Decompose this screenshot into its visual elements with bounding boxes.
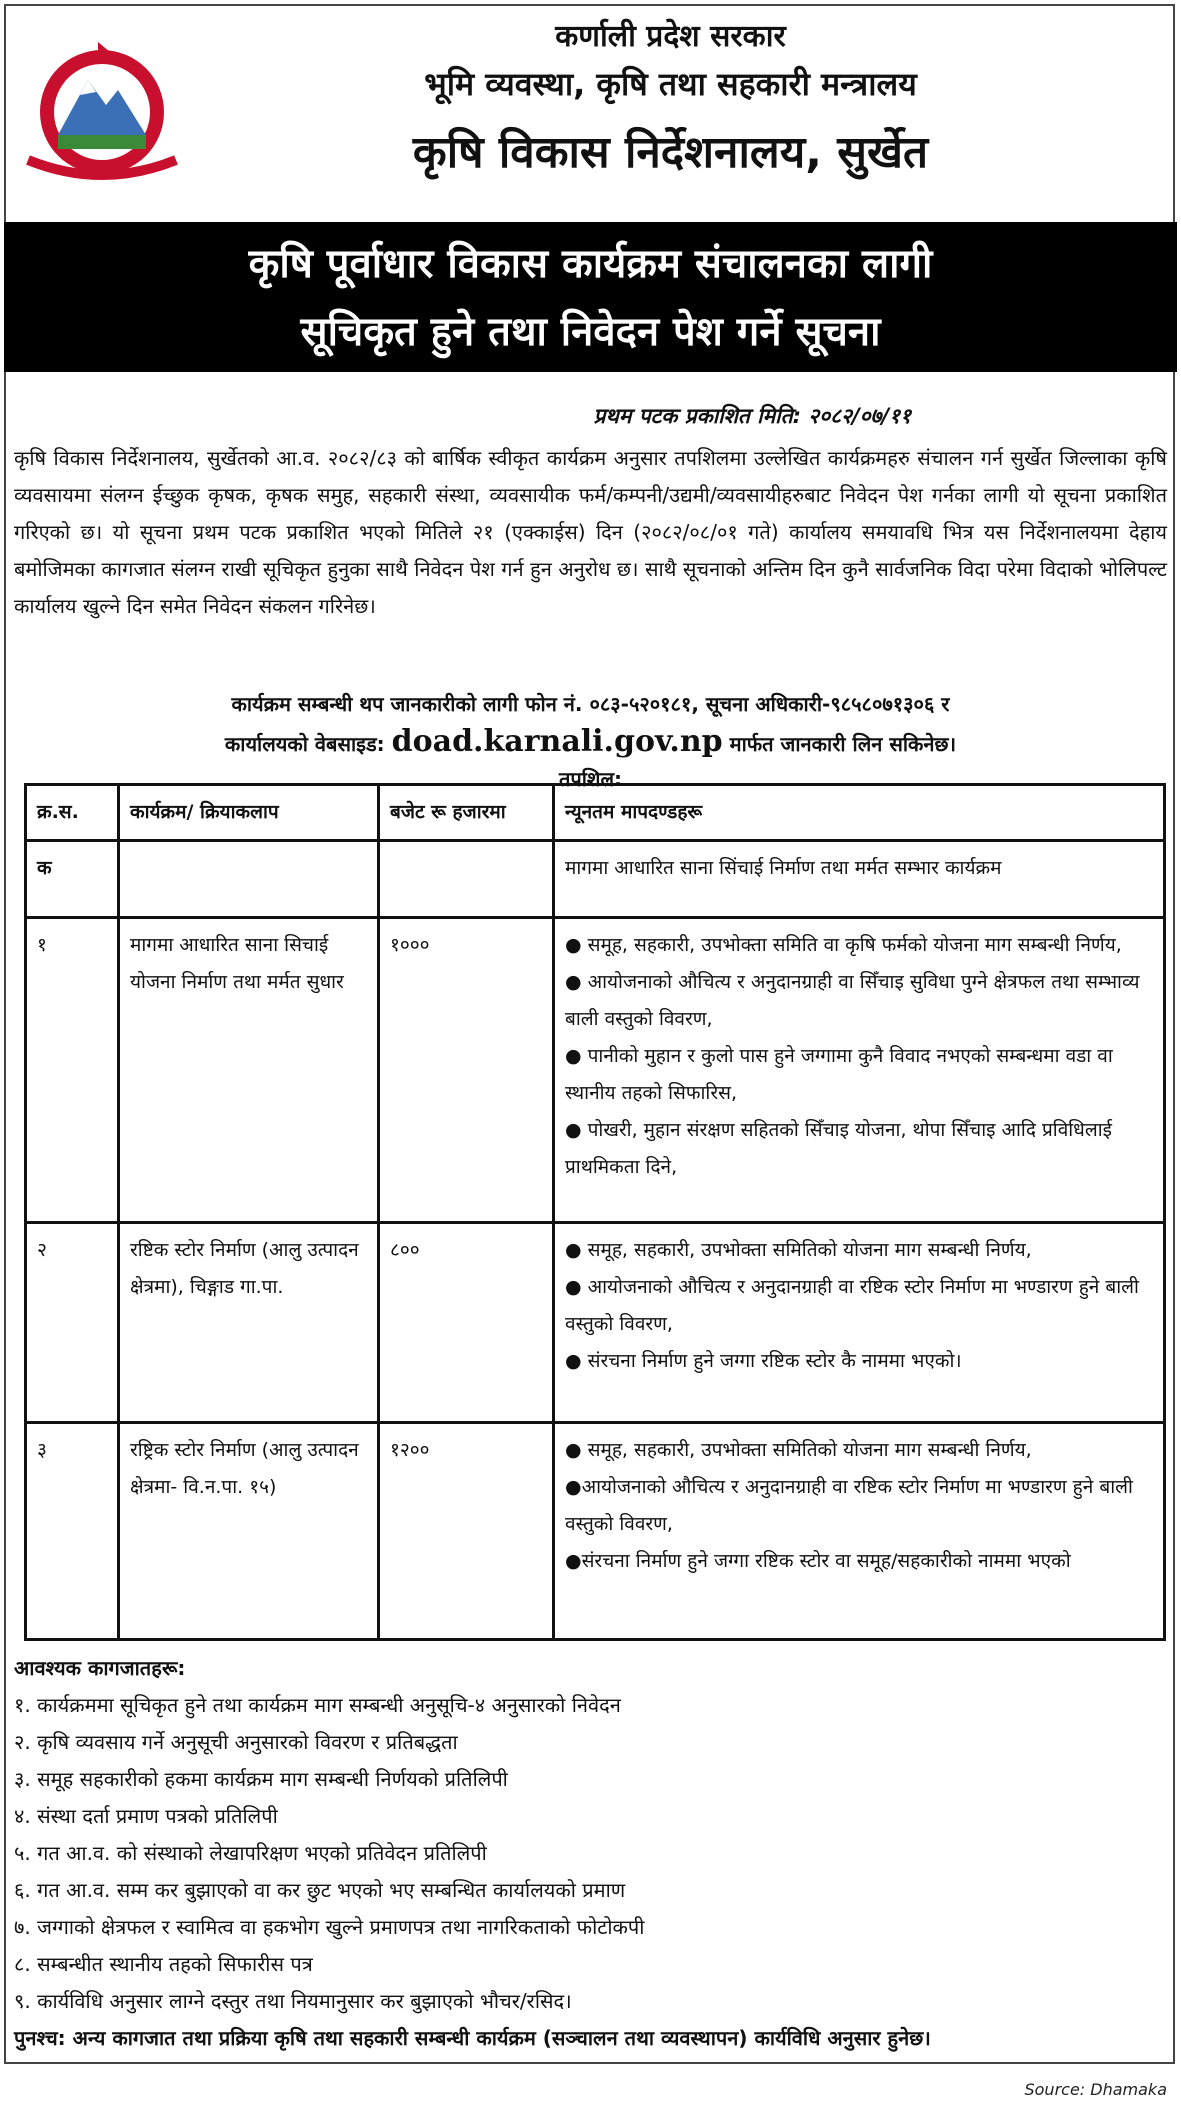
postscript-note: पुनश्च: अन्य कागजात तथा प्रक्रिया कृषि तथा सहकारी सम्बन्धी कार्यक्रम (सञ्चालन तथा व्यवस्थापन) कार्यविधि अनुसार हुनेछ। (14, 2026, 931, 2050)
document-item: ८. सम्बन्धीत स्थानीय तहको सिफारीस पत्र (14, 1952, 313, 1976)
notice-title-line2: सूचिकृत हुने तथा निवेदन पेश गर्ने सूचना (300, 309, 881, 355)
details-heading: तपशिल: (558, 767, 623, 791)
document-item: १. कार्यक्रममा सूचिकृत हुने तथा कार्यक्रम माग सम्बन्धी अनुसूचि-४ अनुसारको निवेदन (14, 1693, 621, 1717)
cell-criteria (554, 918, 1165, 1223)
cell-program (119, 841, 379, 918)
notice-body: कृषि विकास निर्देशनालय, सुर्खेतको आ.व. २०८२/८३ को बार्षिक स्वीकृत कार्यक्रम अनुसार तपशिलमा उल्लेखित कार्यक्रमहरु संचालन गर्न सुर्खेत जिल्लाका कृषि व्यवसायमा संलग्न ईच्छुक कृषक, कृषक समुह, सहकारी संस्था, व्यवसायीक फर्म/कम्पनी/उद्यमी/व्यवसायीहरुबाट निवेदन पेश गर्नका लागी यो सूचना प्रकाशित गरिएको छ। यो सूचना प्रथम पटक प्रकाशित भएको मितिले २१ (एक्काईस) दिन (२०८२/०८/०१ गते) कार्यालय समयावधि भित्र यस निर्देशनालयमा देहाय बमोजिमका कागजात संलग्न राखी सूचिकृत हुनुका साथै निवेदन पेश गर्न हुन अनुरोध छ। साथै सूचनाको अन्तिम दिन कुनै सार्वजनिक विदा परेमा विदाको भोलिपल्ट कार्यालय खुल्ने दिन समेत निवेदन संकलन गरिनेछ। (14, 446, 1168, 618)
cell-budget: १००० (379, 918, 554, 1223)
header-ministry: भूमि व्यवस्था, कृषि तथा सहकारी मन्त्रालय (424, 65, 917, 103)
cell-serial: क (26, 841, 119, 918)
cell-serial: १ (26, 918, 119, 1223)
table-row (26, 1223, 1165, 1423)
header-directorate: कृषि विकास निर्देशनालय, सुर्खेत (412, 127, 929, 178)
cell-criteria (554, 1223, 1165, 1423)
document-item: ७. जग्गाको क्षेत्रफल र स्वामित्व वा हकभोग खुल्ने प्रमाणपत्र तथा नागरिकताको फोटोकपी (14, 1915, 645, 1939)
source-credit: Source: Dhamaka (1024, 2080, 1167, 2099)
cell-criteria (554, 1423, 1165, 1640)
col-serial: क्र.स. (26, 785, 119, 841)
col-criteria: न्यूनतम मापदण्डहरू (554, 785, 1165, 841)
document-item: ५. गत आ.व. को संस्थाको लेखापरिक्षण भएको प्रतिवेदन प्रतिलिपी (14, 1841, 487, 1865)
website-line (0, 724, 1181, 759)
criteria-item: ●संरचना निर्माण हुने जग्गा रष्टिक स्टोर वा समूह/सहकारीको नाममा भएको (565, 1550, 1071, 1572)
document-item: ३. समूह सहकारीको हकमा कार्यक्रम माग सम्बन्धी निर्णयको प्रतिलिपी (14, 1767, 508, 1791)
criteria-item: ● समूह, सहकारी, उपभोक्ता समिति वा कृषि फर्मको योजना माग सम्बन्धी निर्णय, (565, 934, 1122, 956)
header-government: कर्णाली प्रदेश सरकार (555, 19, 786, 54)
cell-criteria (554, 841, 1165, 918)
notice-title-banner (4, 222, 1177, 372)
contact-info: कार्यक्रम सम्बन्धी थप जानकारीको लागी फोन नं. ०८३-५२०१८१, सूचना अधिकारी-९८५८०७१३०६ र (231, 692, 950, 716)
table-row (26, 1423, 1165, 1640)
criteria-item: ●आयोजनाको औचित्य र अनुदानग्राही वा रष्टिक स्टोर निर्माण मा भण्डारण हुने बाली वस्तुको विवरण, (565, 1476, 1133, 1535)
criteria-item: ● पानीको मुहान र कुलो पास हुने जग्गामा कुनै विवाद नभएको सम्बन्धमा वडा वा स्थानीय तहको सिफारिस, (565, 1045, 1113, 1104)
col-budget: बजेट रू हजारमा (379, 785, 554, 841)
cell-budget (379, 841, 554, 918)
notice-title-line1: कृषि पूर्वाधार विकास कार्यक्रम संचालनका लागी (248, 241, 933, 287)
website-link[interactable]: doad.karnali.gov.np (391, 724, 723, 759)
criteria-item: ● आयोजनाको औचित्य र अनुदानग्राही वा रष्टिक स्टोर निर्माण मा भण्डारण हुने बाली वस्तुको विवरण, (565, 1276, 1139, 1335)
website-suffix: मार्फत जानकारी लिन सकिनेछ। (729, 732, 957, 756)
cell-program: मागमा आधारित साना सिचाई योजना निर्माण तथा मर्मत सुधार (119, 918, 379, 1223)
cell-serial: ३ (26, 1423, 119, 1640)
nepal-emblem-icon (18, 40, 186, 190)
program-table (24, 783, 1166, 1641)
cell-budget: १२०० (379, 1423, 554, 1640)
criteria-item: मागमा आधारित साना सिंचाई निर्माण तथा मर्मत सम्भार कार्यक्रम (565, 857, 1002, 879)
table-row (26, 918, 1165, 1223)
published-date: प्रथम पटक प्रकाशित मिति: २०८२/०७/११ (593, 404, 911, 428)
document-item: २. कृषि व्यवसाय गर्ने अनुसूची अनुसारको विवरण र प्रतिबद्धता (14, 1730, 458, 1754)
criteria-item: ● समूह, सहकारी, उपभोक्ता समितिको योजना माग सम्बन्धी निर्णय, (565, 1439, 1032, 1461)
document-item: ९. कार्यविधि अनुसार लाग्ने दस्तुर तथा नियमानुसार कर बुझाएको भौचर/रसिद। (14, 1989, 572, 2013)
document-item: ६. गत आ.व. सम्म कर बुझाएको वा कर छुट भएको भए सम्बन्धित कार्यालयको प्रमाण (14, 1878, 626, 1902)
documents-title: आवश्यक कागजातहरू: (14, 1656, 186, 1680)
cell-program: रष्ट्रिक स्टोर निर्माण (आलु उत्पादन क्षेत्रमा- वि.न.पा. १५) (119, 1423, 379, 1640)
criteria-item: ● आयोजनाको औचित्य र अनुदानग्राही वा सिँचाइ सुविधा पुग्ने क्षेत्रफल तथा सम्भाव्य बाली वस्तुको विवरण, (565, 971, 1140, 1030)
col-program: कार्यक्रम/ क्रियाकलाप (119, 785, 379, 841)
cell-program: रष्टिक स्टोर निर्माण (आलु उत्पादन क्षेत्रमा), चिङ्गाड गा.पा. (119, 1223, 379, 1423)
criteria-item: ● पोखरी, मुहान संरक्षण सहितको सिँचाइ योजना, थोपा सिँचाइ आदि प्रविधिलाई प्राथमिकता दिने, (565, 1119, 1112, 1178)
table-header-row (26, 785, 1165, 841)
cell-budget: ८०० (379, 1223, 554, 1423)
criteria-item: ● समूह, सहकारी, उपभोक्ता समितिको योजना माग सम्बन्धी निर्णय, (565, 1239, 1032, 1261)
website-label: कार्यालयको वेबसाइड: (224, 732, 385, 756)
document-item: ४. संस्था दर्ता प्रमाण पत्रको प्रतिलिपी (14, 1804, 278, 1828)
table-row (26, 841, 1165, 918)
cell-serial: २ (26, 1223, 119, 1423)
criteria-item: ● संरचना निर्माण हुने जग्गा रष्टिक स्टोर कै नाममा भएको। (565, 1350, 962, 1372)
required-documents (14, 1650, 931, 2057)
